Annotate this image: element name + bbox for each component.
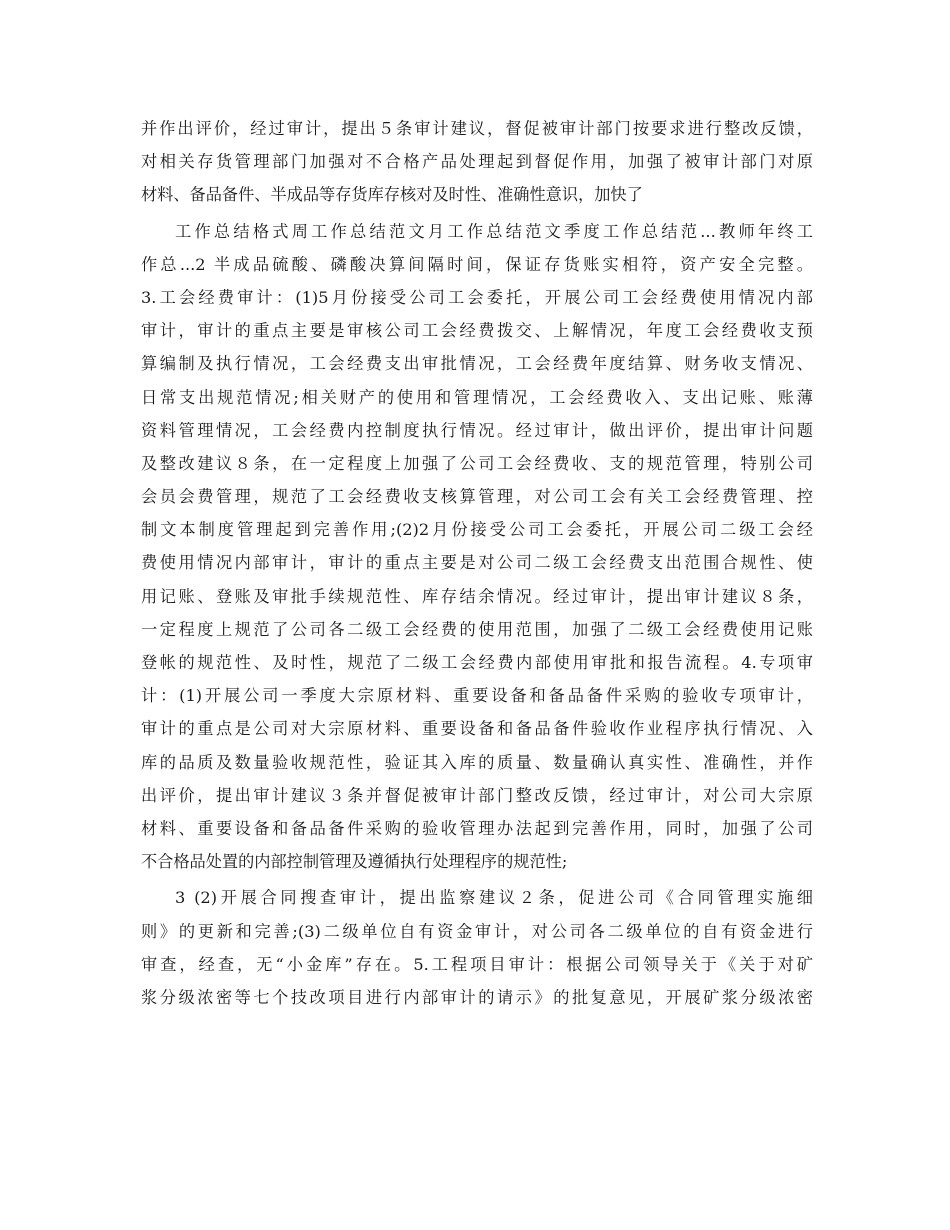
text-line: 材料、重要设备和备品备件采购的验收管理办法起到完善作用，同时，加强了公司 xyxy=(141,818,813,838)
text-line: 工作总结格式周工作总结范文月工作总结范文季度工作总结范...教师年终工 xyxy=(175,221,813,241)
text-line: 库的品质及数量验收规范性，验证其入库的质量、数量确认真实性、准确性，并作 xyxy=(141,752,813,772)
text-line: 算编制及执行情况，工会经费支出审批情况，工会经费年度结算、财务收支情况、 xyxy=(141,354,813,374)
document-body xyxy=(141,112,813,1014)
text-line: 及整改建议８条，在一定程度上加强了公司工会经费收、支的规范管理，特别公司 xyxy=(141,453,813,473)
text-line: 审查，经查，无“小金库”存在。5.工程项目审计：根据公司领导关于《关于对矿 xyxy=(141,954,813,974)
text-line: 出评价，提出审计建议３条并督促被审计部门整改反馈，经过审计，对公司大宗原 xyxy=(141,785,813,805)
text-line: 3.工会经费审计：(1)5月份接受公司工会委托，开展公司工会经费使用情况内部 xyxy=(141,287,813,307)
text-line: 3 (2)开展合同搜查审计，提出监察建议２条，促进公司《合同管理实施细 xyxy=(175,888,813,908)
text-line: 日常支出规范情况;相关财产的使用和管理情况，工会经费收入、支出记账、账薄 xyxy=(141,387,813,407)
text-line: 对相关存货管理部门加强对不合格产品处理起到督促作用，加强了被审计部门对原 xyxy=(141,152,813,172)
text-line: 计：(1)开展公司一季度大宗原材料、重要设备和备品备件采购的验收专项审计， xyxy=(141,686,813,706)
text-line: 费使用情况内部审计，审计的重点主要是对公司二级工会经费支出范围合规性、使 xyxy=(141,553,813,573)
text-line: 登帐的规范性、及时性，规范了二级工会经费内部使用审批和报告流程。4.专项审 xyxy=(141,653,813,672)
text-line: 不合格品处置的内部控制管理及遵循执行处理程序的规范性; xyxy=(141,852,568,872)
text-line: 作总...2 半成品硫酸、磷酸决算间隔时间，保证存货账实相符，资产安全完整。 xyxy=(141,254,813,274)
text-line: 制文本制度管理起到完善作用;(2)2月份接受公司工会委托，开展公司二级工会经 xyxy=(141,520,813,540)
text-line: 浆分级浓密等七个技改项目进行内部审计的请示》的批复意见，开展矿浆分级浓密 xyxy=(141,987,813,1007)
text-line: 材料、备品备件、半成品等存货库存核对及时性、准确性意识，加快了 xyxy=(141,185,643,205)
text-line: 审计，审计的重点主要是审核公司工会经费拨交、上解情况，年度工会经费收支预 xyxy=(141,321,813,341)
text-line: 审计的重点是公司对大宗原材料、重要设备和备品备件验收作业程序执行情况、入 xyxy=(141,719,813,739)
text-line: 一定程度上规范了公司各二级工会经费的使用范围，加强了二级工会经费使用记账 xyxy=(141,619,813,639)
text-line: 并作出评价，经过审计，提出５条审计建议，督促被审计部门按要求进行整改反馈， xyxy=(141,119,813,138)
text-line: 资料管理情况，工会经费内控制度执行情况。经过审计，做出评价，提出审计问题 xyxy=(141,420,813,440)
text-line: 会员会费管理，规范了工会经费收支核算管理，对公司工会有关工会经费管理、控 xyxy=(141,487,813,507)
text-line: 用记账、登账及审批手续规范性、库存结余情况。经过审计，提出审计建议８条， xyxy=(141,586,813,606)
text-line: 则》的更新和完善;(3)二级单位自有资金审计，对公司各二级单位的自有资金进行 xyxy=(141,921,813,941)
